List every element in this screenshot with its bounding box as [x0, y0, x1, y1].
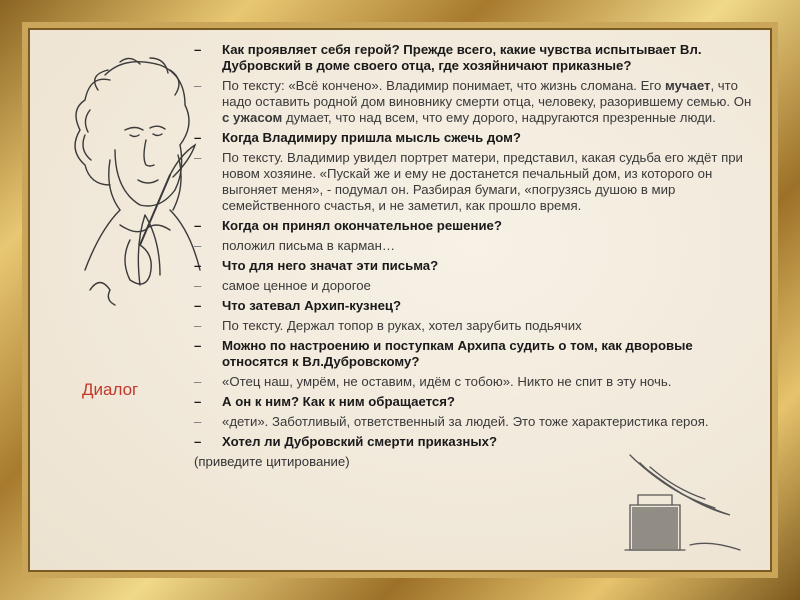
item-text: Хотел ли Дубровский смерти приказных? [222, 434, 497, 449]
item-text: По тексту. Держал топор в руках, хотел зарубить подьячих [222, 318, 582, 333]
answer-item [194, 278, 754, 294]
item-text: Что для него значат эти письма? [222, 258, 439, 273]
item-text: По тексту: «Всё кончено». Владимир понимает, что жизнь сломана. Его [222, 78, 665, 93]
item-text: Что затевал Архип-кузнец? [222, 298, 402, 313]
bullet-dash: – [194, 338, 202, 353]
answer-item [194, 78, 754, 126]
item-text: Когда Владимиру пришла мысль сжечь дом? [222, 130, 521, 145]
slide-canvas [30, 30, 770, 570]
bullet-dash: – [194, 78, 202, 93]
bullet-dash: – [194, 414, 202, 429]
question-item [194, 434, 754, 450]
item-text: Когда он принял окончательное решение? [222, 218, 502, 233]
item-text: А он к ним? Как к ним обращается? [222, 394, 455, 409]
dialog-side-label: Диалог [82, 380, 139, 399]
emphasis-text: с ужасом [222, 110, 283, 125]
question-item [194, 338, 754, 370]
bullet-dash: – [194, 318, 202, 333]
question-item [194, 218, 754, 234]
bullet-dash: – [194, 130, 202, 145]
question-item [194, 258, 754, 274]
answer-item [194, 414, 754, 430]
bullet-dash: – [194, 374, 202, 389]
item-text: думает, что над всем, что ему дорого, надругаются презренные люди. [282, 110, 716, 125]
bullet-dash: – [194, 298, 202, 313]
bullet-dash: – [194, 218, 202, 233]
qa-list [194, 42, 754, 474]
item-text: Как проявляет себя герой? Прежде всего, какие чувства испытывает Вл. Дубровский в доме своего отца, где хозяйничают приказные? [222, 42, 702, 73]
item-text: «Отец наш, умрём, не оставим, идём с тобою». Никто не спит в эту ночь. [222, 374, 672, 389]
question-item [194, 298, 754, 314]
item-text: По тексту. Владимир увидел портрет матери, представил, какая судьба его ждёт при новом хозяине. «Пускай же и ему не достанется печальный дом, из которого он выгоняет меня», - подумал он. Разбирая бумаги, «погрузясь душою в мир семейственного счастья, и не заметил, как прошло время. [222, 150, 743, 213]
note-item [194, 454, 754, 470]
item-text: Можно по настроению и поступкам Архипа судить о том, как дворовые относятся к Вл.Дубровскому? [222, 338, 693, 369]
item-text: положил письма в карман… [222, 238, 396, 253]
answer-item [194, 150, 754, 214]
question-item [194, 130, 754, 146]
answer-item [194, 374, 754, 390]
item-text: (приведите цитирование) [194, 454, 350, 469]
bullet-dash: – [194, 150, 202, 165]
item-text: «дети». Заботливый, ответственный за людей. Это тоже характеристика героя. [222, 414, 709, 429]
answer-item [194, 318, 754, 334]
bullet-dash: – [194, 278, 202, 293]
item-text: , что надо оставить родной дом виновнику смерти отца, человеку, разорившему семью. Он [222, 78, 752, 109]
bullet-dash: – [194, 394, 202, 409]
bullet-dash: – [194, 238, 202, 253]
bullet-dash: – [194, 258, 202, 273]
emphasis-text: мучает [664, 78, 711, 93]
answer-item [194, 238, 754, 254]
item-text: самое ценное и дорогое [222, 278, 371, 293]
question-item [194, 394, 754, 410]
question-item [194, 42, 754, 74]
bullet-dash: – [194, 42, 202, 57]
bullet-dash: – [194, 434, 202, 449]
